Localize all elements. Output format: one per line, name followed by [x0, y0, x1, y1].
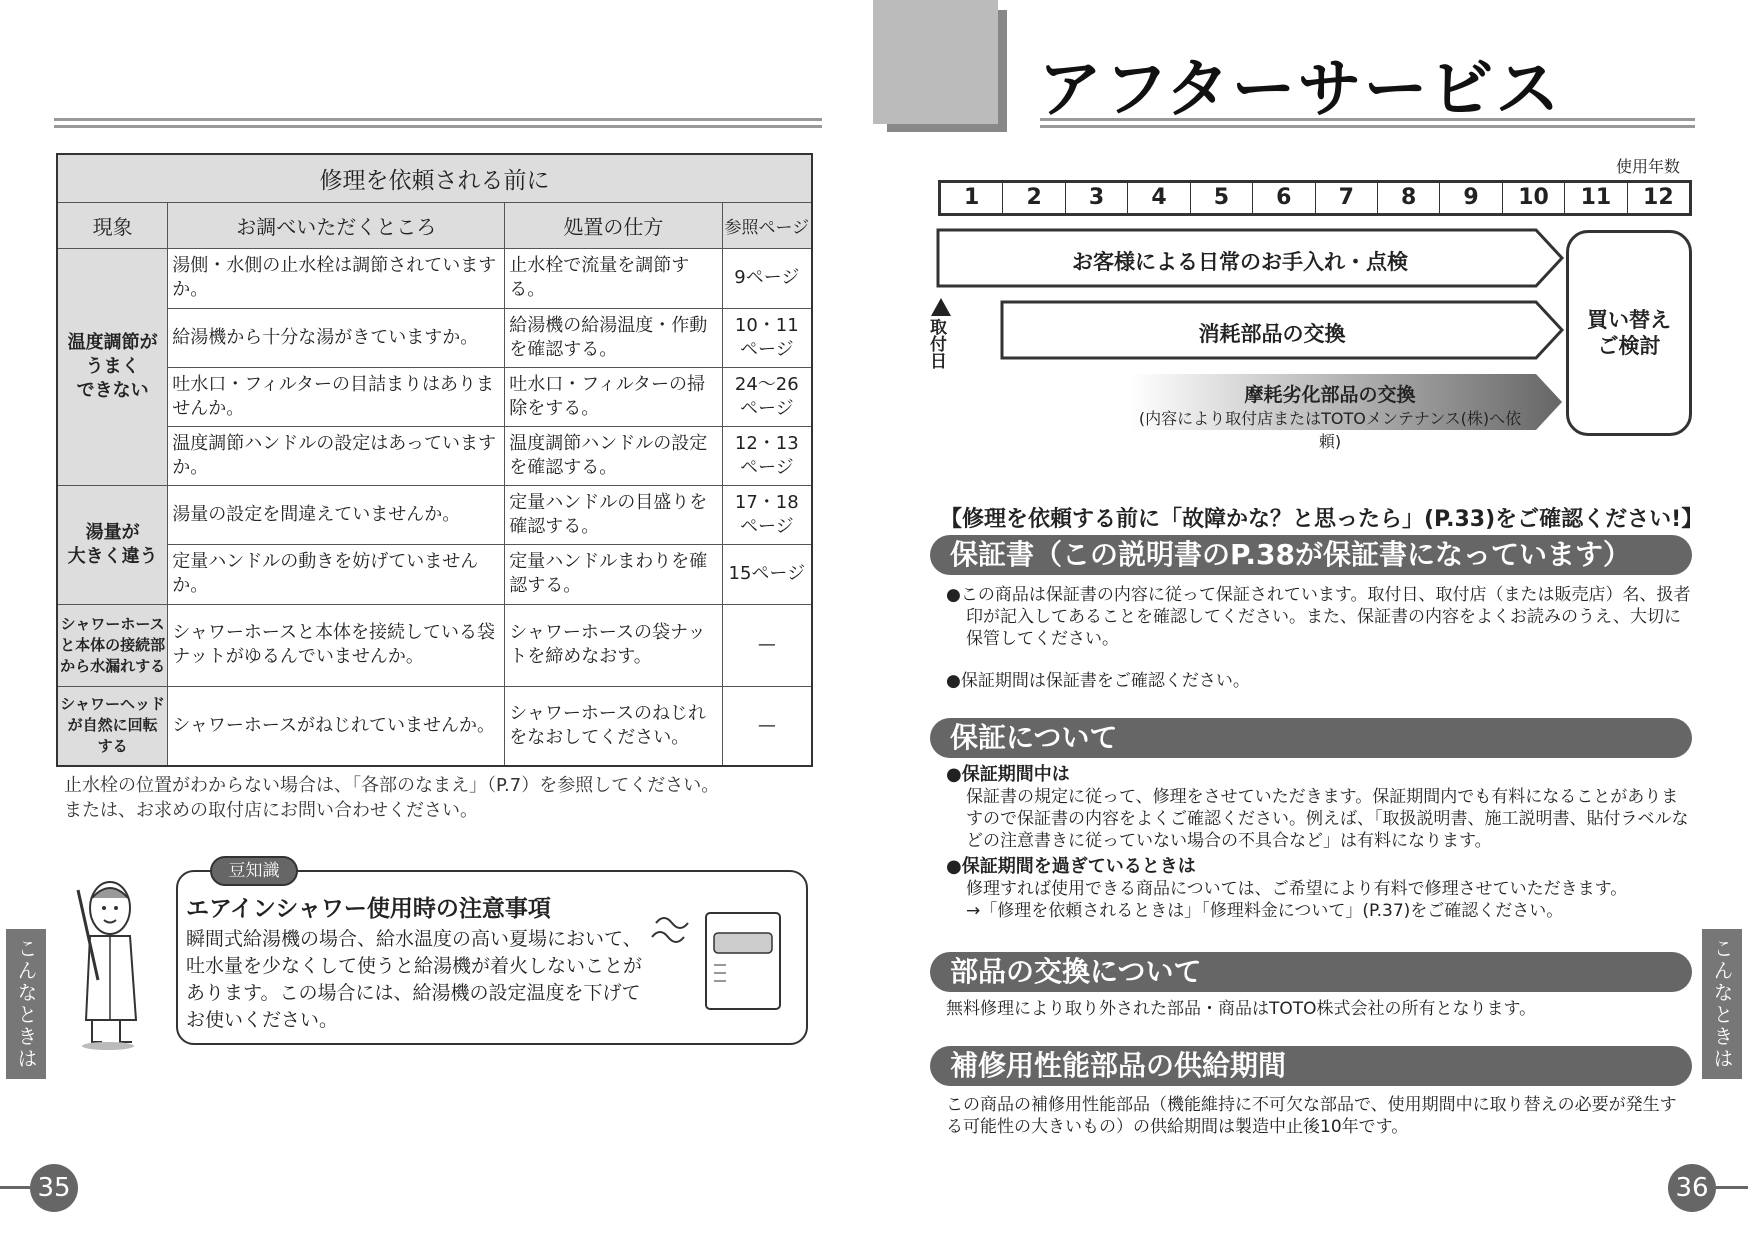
ref-cell: 24〜26 ページ	[722, 367, 812, 426]
repair-notice: 【修理を依頼する前に「故障かな？と思ったら」(P.33)をご確認ください!】	[940, 507, 1704, 532]
ref-cell: 10・11 ページ	[722, 308, 812, 367]
action-cell: 吐水口・フィルターの掃除をする。	[505, 367, 722, 426]
table-row	[57, 426, 812, 485]
header-symptom: 現象	[57, 202, 168, 248]
symptom-cell: シャワーヘッド が自然に回転 する	[57, 686, 168, 766]
page-number-line-right	[1716, 1186, 1748, 1189]
symptom-cell: シャワーホース と本体の接続部 から水漏れする	[57, 604, 168, 686]
section-body-warranty	[946, 764, 1692, 922]
action-cell: シャワーホースのねじれをなおしてください。	[505, 686, 722, 766]
section-body-parts-supply: この商品の補修用性能部品（機能維持に不可欠な部品で、使用期間中に取り替えの必要が発生する可能性の大きいもの）の供給期間は製造中止後10年です。	[946, 1095, 1677, 1137]
header-rule-right	[1040, 118, 1695, 128]
check-cell: シャワーホースがねじれていませんか。	[168, 686, 505, 766]
action-cell: 定量ハンドルまわりを確認する。	[505, 544, 722, 604]
paragraph: ●保証期間は保証書をご確認ください。	[946, 671, 1250, 691]
header-action: 処置の仕方	[505, 202, 722, 248]
table-row	[57, 308, 812, 367]
replacement-box: 買い替え ご検討	[1566, 230, 1692, 436]
tips-tag: 豆知識	[210, 856, 298, 886]
year-cell: 8	[1378, 183, 1440, 213]
page-number-right: 36	[1668, 1164, 1716, 1212]
table-row	[57, 544, 812, 604]
title-block	[873, 0, 998, 124]
doctor-illustration	[58, 870, 158, 1050]
header-ref: 参照ページ	[722, 202, 812, 248]
ref-cell: 9ページ	[722, 248, 812, 308]
years-label: 使用年数	[1616, 157, 1681, 176]
ref-cell: —	[722, 686, 812, 766]
action-cell: 定量ハンドルの目盛りを確認する。	[505, 485, 722, 544]
check-cell: 温度調節ハンドルの設定はあっていますか。	[168, 426, 505, 485]
year-cell: 10	[1503, 183, 1565, 213]
water-heater-illustration	[648, 903, 788, 1013]
year-cell: 6	[1253, 183, 1315, 213]
arrow-sub-wear: (内容により取付店またはTOTOメンテナンス(株)へ依頼)	[1138, 409, 1522, 451]
arrow-label-daily: お客様による日常のお手入れ・点検	[1072, 250, 1408, 274]
section-heading-parts-supply: 補修用性能部品の供給期間	[930, 1046, 1692, 1086]
ref-cell: —	[722, 604, 812, 686]
install-date-label: 取付日	[926, 318, 946, 369]
page-number-line-left	[0, 1186, 30, 1189]
symptom-cell: 湯量が 大きく違う	[57, 485, 168, 604]
action-cell: 給湯機の給湯温度・作動を確認する。	[505, 308, 722, 367]
arrow-label-consumables: 消耗部品の交換	[1198, 322, 1346, 346]
ref-cell: 15ページ	[722, 544, 812, 604]
year-cell: 7	[1316, 183, 1378, 213]
side-tab-left[interactable]: こんなときは	[6, 929, 46, 1079]
section-heading-parts-exchange: 部品の交換について	[930, 952, 1692, 992]
section-heading-warranty: 保証について	[930, 718, 1692, 758]
year-cell: 1	[941, 183, 1003, 213]
year-cell: 4	[1128, 183, 1190, 213]
section-heading-warranty-card: 保証書（この説明書のP.38が保証書になっています）	[930, 535, 1692, 575]
table-row	[57, 248, 812, 308]
page-number-left: 35	[30, 1164, 78, 1212]
install-arrow-icon	[931, 298, 951, 318]
table-row	[57, 604, 812, 686]
action-cell: シャワーホースの袋ナットを締めなおす。	[505, 604, 722, 686]
page-title: アフターサービス	[1038, 53, 1562, 127]
table-row	[57, 367, 812, 426]
ref-cell: 12・13 ページ	[722, 426, 812, 485]
stopcock-note: 止水栓の位置がわからない場合は、「各部のなまえ」（P.7）を参照してください。 または、お求めの取付店にお問い合わせください。	[64, 775, 720, 821]
item-title: ●保証期間中は	[946, 764, 1070, 785]
item-title: ●保証期間を過ぎているときは	[946, 856, 1196, 877]
action-cell: 温度調節ハンドルの設定を確認する。	[505, 426, 722, 485]
section-body-warranty-card	[946, 584, 1692, 692]
table-row	[57, 686, 812, 766]
table-caption: 修理を依頼される前に	[57, 154, 812, 202]
symptom-cell: 温度調節が うまく できない	[57, 248, 168, 485]
paragraph: ●この商品は保証書の内容に従って保証されています。取付日、取付店（または販売店）名、扱者印が記入してあることを確認してください。また、保証書の内容をよくお読みのうえ、大切に保管してください。	[946, 585, 1691, 649]
table-row	[57, 485, 812, 544]
check-cell: シャワーホースと本体を接続している袋ナットがゆるんでいませんか。	[168, 604, 505, 686]
arrow-label-wear: 摩耗劣化部品の交換	[1244, 384, 1416, 406]
year-cell: 3	[1066, 183, 1128, 213]
ref-cell: 17・18 ページ	[722, 485, 812, 544]
years-scale	[938, 180, 1692, 216]
header-check: お調べいただくところ	[168, 202, 505, 248]
year-cell: 12	[1643, 185, 1674, 210]
check-cell: 給湯機から十分な湯がきていますか。	[168, 308, 505, 367]
item-text: 保証書の規定に従って、修理をさせていただきます。保証期間内でも有料になることがありますので保証書の内容をよくご確認ください。例えば、「取扱説明書、施工説明書、貼付ラベルなどの注意書きに従っていない場合の不具合など」は有料になります。	[966, 787, 1689, 851]
section-body-parts-exchange: 無料修理により取り外された部品・商品はTOTO株式会社の所有となります。	[946, 999, 1537, 1019]
item-text: 修理すれば使用できる商品については、ご希望により有料で修理させていただきます。 →「修理を依頼されるときは」「修理料金について」(P.37)をご確認ください。	[966, 879, 1628, 921]
year-cell: 9	[1440, 183, 1502, 213]
check-cell: 吐水口・フィルターの目詰まりはありませんか。	[168, 367, 505, 426]
check-cell: 湯量の設定を間違えていませんか。	[168, 485, 505, 544]
year-cell: 5	[1191, 183, 1253, 213]
tips-body: 瞬間式給湯機の場合、給水温度の高い夏場において、吐水量を少なくして使うと給湯機が着火しないことがあります。この場合には、給湯機の設定温度を下げてお使いください。	[186, 928, 643, 1031]
troubleshooting-table	[56, 153, 813, 767]
check-cell: 湯側・水側の止水栓は調節されていますか。	[168, 248, 505, 308]
year-cell: 11	[1565, 183, 1627, 213]
header-rule-left	[54, 118, 822, 128]
side-tab-right[interactable]: こんなときは	[1702, 929, 1742, 1079]
action-cell: 止水栓で流量を調節する。	[505, 248, 722, 308]
check-cell: 定量ハンドルの動きを妨げていませんか。	[168, 544, 505, 604]
tips-title: エアインシャワー使用時の注意事項	[186, 896, 551, 922]
year-cell: 2	[1003, 183, 1065, 213]
